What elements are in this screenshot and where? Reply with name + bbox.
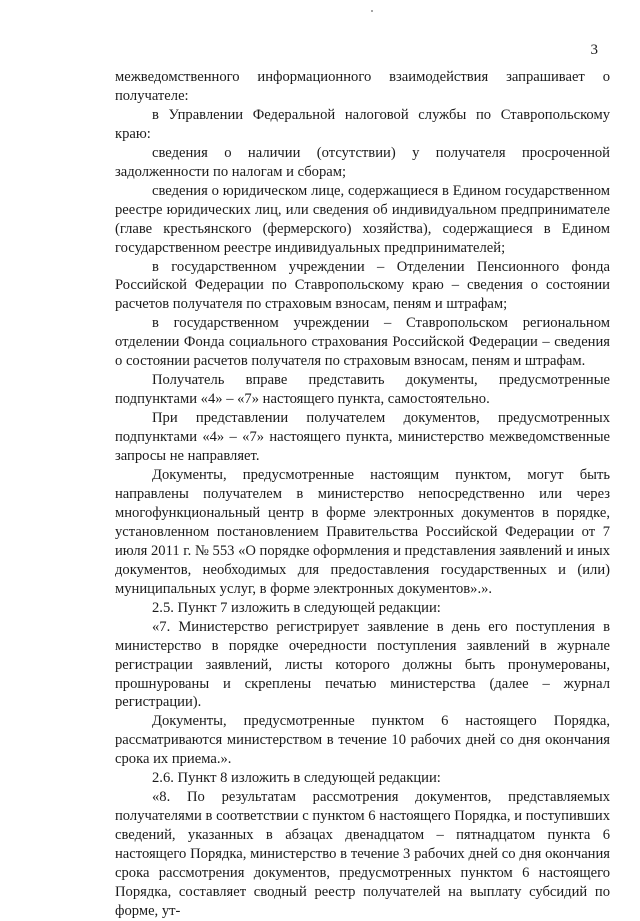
paragraph: «8. По результатам рассмотрения документов, представляемых получателями в соответствии с пунктом 6 настоящего Порядка, и поступивших сведений, указанных в абзацах двенадцатом – пятнадцатом пункта 6 настоящего Порядка, министерство в течение 3 рабочих дней со дня окончания срока рассмотрения документов, предусмотренных пунктом 6 настоящего Порядка, составляет сводный реестр получателей на выплату субсидий по форме, ут- bbox=[115, 789, 610, 919]
paragraph: сведения о наличии (отсутствии) у получателя просроченной задолженности по налогам и сборам; bbox=[115, 144, 610, 180]
paragraph: в Управлении Федеральной налоговой службы по Ставропольскому краю: bbox=[115, 106, 610, 142]
paragraph: сведения о юридическом лице, содержащиеся в Едином государственном реестре юридических лиц, или сведения об индивидуальном предпринимателе (главе крестьянского (фермерского) хозяйства), содержащиеся в Едином государственном реестре индивидуальных предпринимателей; bbox=[115, 182, 610, 256]
paragraph: в государственном учреждении – Отделении Пенсионного фонда Российской Федерации по Ставропольскому краю – сведения о состоянии расчетов получателя по страховым взносам, пеням и штрафам; bbox=[115, 258, 610, 313]
scan-dot bbox=[371, 10, 373, 12]
paragraph: Документы, предусмотренные пунктом 6 настоящего Порядка, рассматриваются министерством в течение 10 рабочих дней со дня окончания срока их приема.». bbox=[115, 713, 610, 768]
document-body bbox=[115, 68, 610, 921]
paragraph: При представлении получателем документов, предусмотренных подпунктами «4» – «7» настоящего пункта, министерство межведомственные запросы не направляет. bbox=[115, 410, 610, 465]
page-number: 3 bbox=[590, 42, 598, 58]
paragraph: «7. Министерство регистрирует заявление в день его поступления в министерство в порядке очередности поступления заявлений в журнале регистрации заявлений, листы которого должны быть пронумерованы, прошнурованы и скреплены печатью министерства (далее – журнал регистрации). bbox=[115, 618, 610, 711]
paragraph: Получатель вправе представить документы, предусмотренные подпунктами «4» – «7» настоящего пункта, самостоятельно. bbox=[115, 372, 610, 408]
paragraph: в государственном учреждении – Ставропольском региональном отделении Фонда социального страхования Российской Федерации – сведения о состоянии расчетов получателя по страховым взносам, пеням и штрафам. bbox=[115, 315, 610, 370]
paragraph: межведомственного информационного взаимодействия запрашивает о получателе: bbox=[115, 69, 610, 104]
paragraph: Документы, предусмотренные настоящим пунктом, могут быть направлены получателем в министерство непосредственно или через многофункциональный центр в форме электронных документов в порядке, установленном постановлением Правительства Российской Федерации от 7 июля 2011 г. № 553 «О порядке оформления и представления заявлений и иных документов, необходимых для предоставления государственных и (или) муниципальных услуг, в форме электронных документов».». bbox=[115, 467, 610, 597]
paragraph: 2.6. Пункт 8 изложить в следующей редакции: bbox=[152, 770, 441, 787]
paragraph: 2.5. Пункт 7 изложить в следующей редакции: bbox=[152, 599, 441, 616]
